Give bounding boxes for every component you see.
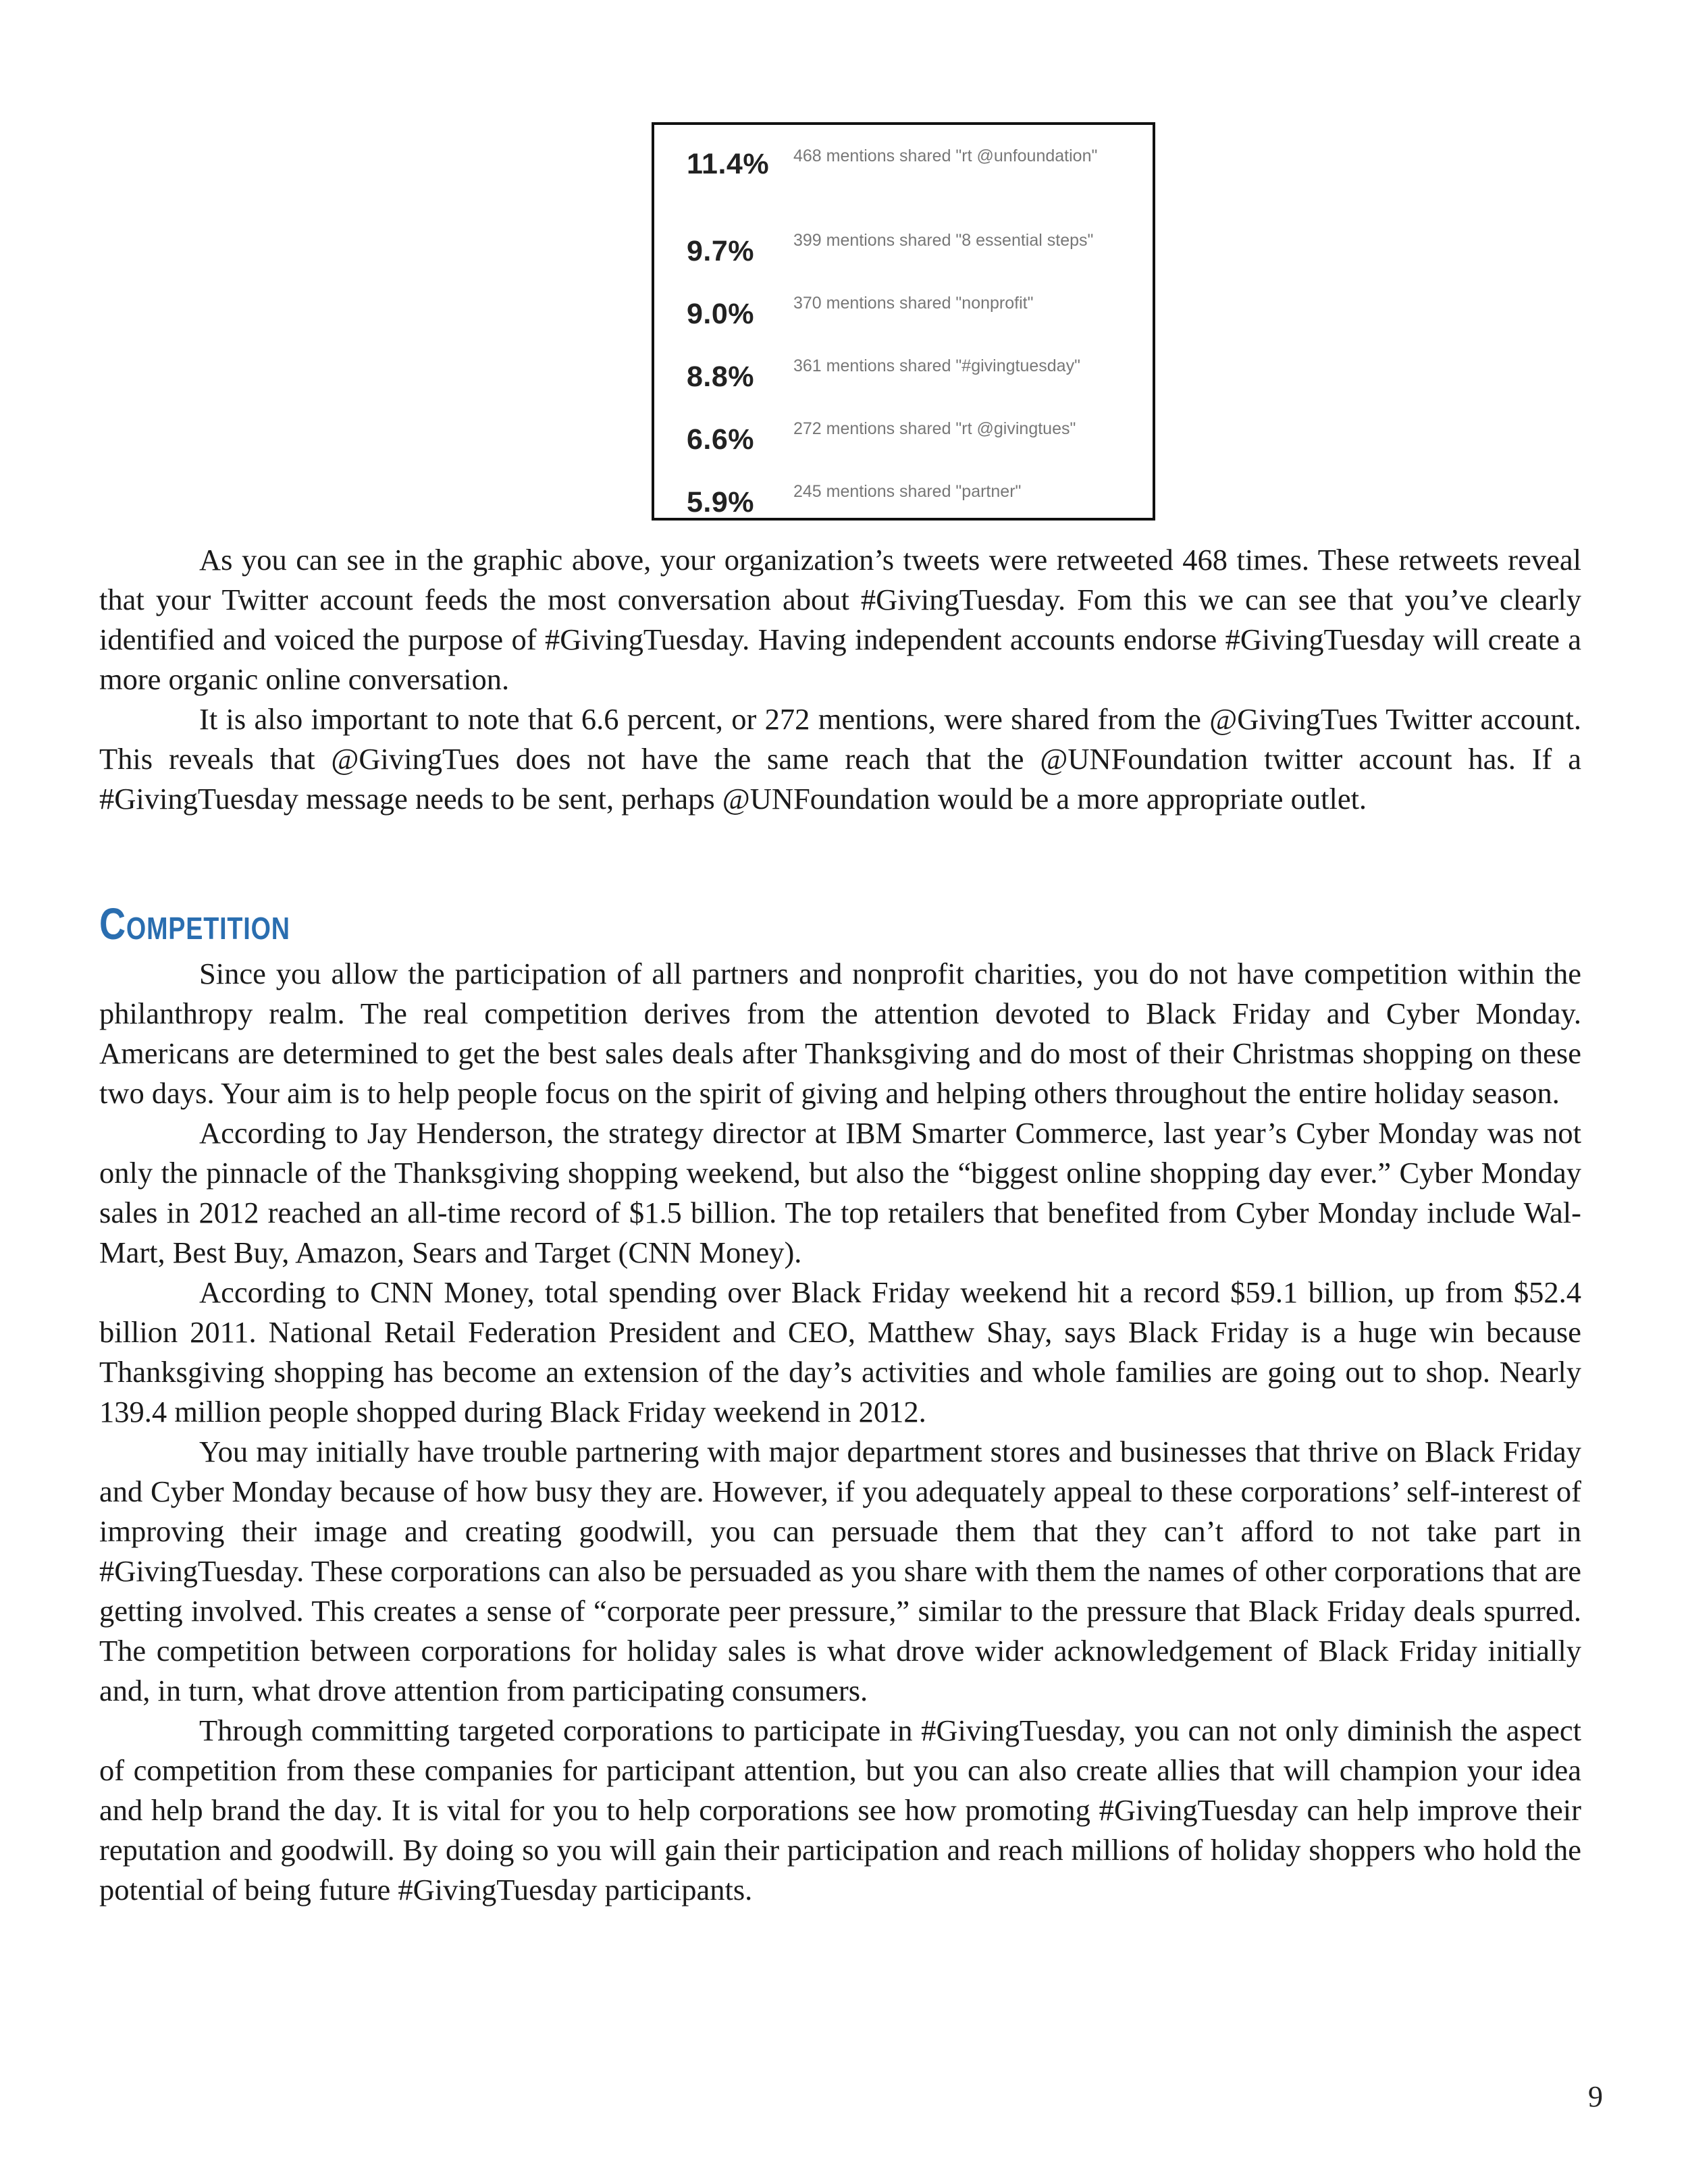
mention-text: 361 mentions shared "#givingtuesday" [793, 356, 1080, 375]
body-paragraph: It is also important to note that 6.6 percent, or 272 mentions, were shared from the @GivingTues Twitter account. This reveals that @GivingTues does not have the same reach that the @UNFoundation twitter account has. If a #GivingTuesday message needs to be sent, perhaps @UNFoundation would be a more appropriate outlet. [99, 702, 1581, 816]
mention-percent: 8.8% [687, 361, 755, 393]
mention-text: 399 mentions shared "8 essential steps" [793, 231, 1094, 250]
mention-percent: 9.0% [687, 298, 755, 330]
body-paragraph: According to CNN Money, total spending over Black Friday weekend hit a record $59.1 billion, up from $52.4 billion 2011. National Retail Federation President and CEO, Matthew Shay, says Black Friday is a huge win because Thanksgiving shopping has become an extension of the day’s activities and whole families are going out to shop. Nearly 139.4 million people shopped during Black Friday weekend in 2012. [99, 1275, 1581, 1429]
mention-percent: 5.9% [687, 486, 755, 518]
mention-percent: 9.7% [687, 235, 755, 267]
intro-section [99, 540, 1581, 819]
mention-text: 245 mentions shared "partner" [793, 482, 1022, 501]
body-paragraph: As you can see in the graphic above, your organization’s tweets were retweeted 468 times. These retweets reveal that your Twitter account feeds the most conversation about #GivingTuesday. Fom this we can see that you’ve clearly identified and voiced the purpose of #GivingTuesday. Having independent accounts endorse #GivingTuesday will create a more organic online conversation. [99, 543, 1581, 696]
mention-percent: 6.6% [687, 423, 755, 456]
body-paragraph: According to Jay Henderson, the strategy director at IBM Smarter Commerce, last year’s Cyber Monday was not only the pinnacle of the Thanksgiving shopping weekend, but also the “biggest online shopping day ever.” Cyber Monday sales in 2012 reached an all-time record of $1.5 billion. The top retailers that benefited from Cyber Monday include Wal-Mart, Best Buy, Amazon, Sears and Target (CNN Money). [99, 1116, 1581, 1269]
competition-section [99, 954, 1581, 1910]
section-heading: Competition [99, 899, 290, 949]
body-paragraph: You may initially have trouble partnering with major department stores and businesses that thrive on Black Friday and Cyber Monday because of how busy they are. However, if you adequately appeal to these corporations’ self-interest of improving their image and creating goodwill, you can persuade them that they can’t afford to not take part in #GivingTuesday. These corporations can also be persuaded as you share with them the names of other corporations that are getting involved. This creates a sense of “corporate peer pressure,” similar to the pressure that Black Friday deals spurred. The competition between corporations for holiday sales is what drove wider acknowledgement of Black Friday initially and, in turn, what drove attention from participating consumers. [99, 1435, 1581, 1707]
mention-text: 370 mentions shared "nonprofit" [793, 294, 1034, 313]
mention-text: 272 mentions shared "rt @givingtues" [793, 419, 1076, 438]
body-paragraph: Since you allow the participation of all partners and nonprofit charities, you do not have competition within the philanthropy realm. The real competition derives from the attention devoted to Black Friday and Cyber Monday. Americans are determined to get the best sales deals after Thanksgiving and do most of their Christmas shopping on these two days. Your aim is to help people focus on the spirit of giving and helping others throughout the entire holiday season. [99, 957, 1581, 1110]
body-paragraph: Through committing targeted corporations to participate in #GivingTuesday, you can not only diminish the aspect of competition from these companies for participant attention, but you can also create allies that will champion your idea and help brand the day. It is vital for you to help corporations see how promoting #GivingTuesday can help improve their reputation and goodwill. By doing so you will gain their participation and reach millions of holiday shoppers who hold the potential of being future #GivingTuesday participants. [99, 1713, 1581, 1907]
mention-percent: 11.4% [687, 148, 770, 180]
page-number: 9 [1588, 2080, 1603, 2113]
mentions-graphic [652, 122, 1155, 521]
mention-text: 468 mentions shared "rt @unfoundation" [793, 147, 1098, 165]
